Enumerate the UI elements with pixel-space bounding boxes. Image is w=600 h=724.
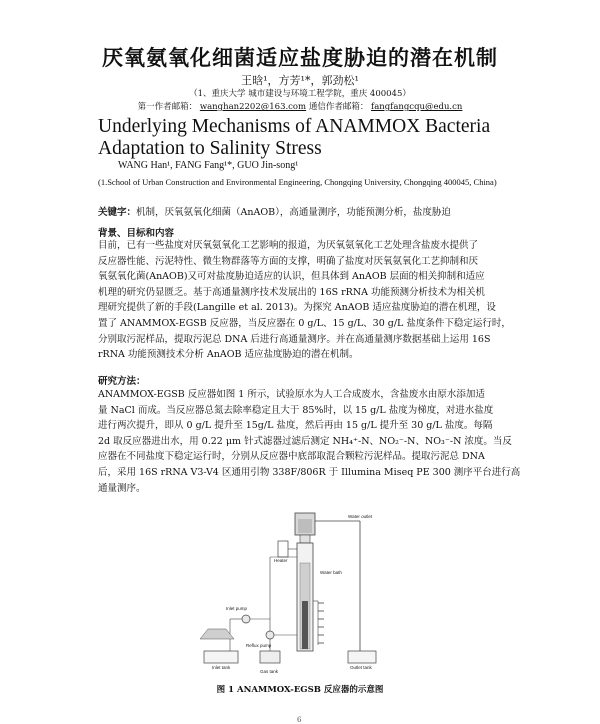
label-reflux-pump: Reflux pump — [246, 643, 272, 648]
label-water-outlet: Water outlet — [348, 514, 373, 519]
corresponding-email-label: 通信作者邮箱： — [308, 102, 369, 112]
affiliation-en: (1.School of Urban Construction and Environmental Engineering, Chongqing University, Chongqing 400045, China) — [98, 177, 497, 187]
outlet-tank — [348, 651, 376, 663]
paragraph-line: 分别取污泥样品，提取污泥总 DNA 后进行高通量测序。并在高通量测序数据基础上运用 16S — [98, 333, 491, 345]
methods-heading: 研究方法： — [98, 376, 146, 387]
paragraph-line: 氧氨氧化菌(AnAOB)又可对盐度胁迫适应的认识，但具体到 AnAOB 层面的相关抑制和适应 — [98, 271, 485, 283]
paragraph-line: 机理的研究仍显匮乏。基于高通量测序技术发展出的 16S rRNA 功能预测分析技术为相关机 — [98, 286, 486, 298]
label-inlet-pump: Inlet pump — [226, 606, 248, 611]
authors-en: WANG Han¹, FANG Fang¹*, GUO Jin-song¹ — [118, 160, 299, 171]
keywords-text: 机制，厌氧氨氧化细菌（AnAOB），高通量测序，功能预测分析，盐度胁迫 — [136, 207, 451, 218]
paragraph-line: 通量测序。 — [98, 482, 146, 494]
paragraph-line: 进行两次提升，即从 0 g/L 提升至 15g/L 盐度，然后再由 15 g/L 提升至 30 g/L 盐度。每隔 — [98, 420, 493, 432]
paragraph-line: 置了 ANAMMOX-EGSB 反应器，当反应器在 0 g/L、15 g/L、30 g/L 盐度条件下稳定运行时， — [98, 317, 511, 329]
reactor-diagram — [200, 511, 410, 677]
paragraph-line: 量 NaCl 而成。当反应器总氮去除率稳定且大于 85%时，以 15 g/L 盐度为梯度，对进水盐度 — [98, 404, 494, 416]
title-cn: 厌氧氨氧化细菌适应盐度胁迫的潜在机制 — [102, 46, 498, 70]
corresponding-email[interactable]: fangfangcqu@edu.cn — [371, 102, 463, 112]
label-heater: Heater — [274, 558, 288, 563]
title-en: Underlying Mechanisms of ANAMMOX Bacteria Adaptation to Salinity Stress — [98, 116, 491, 159]
paragraph-line: ANAMMOX-EGSB 反应器如图 1 所示，试验原水为人工合成废水，含盐废水由原水添加适 — [98, 389, 485, 400]
paragraph-line: rRNA 功能预测技术分析 AnAOB 适应盐度胁迫的潜在机制。 — [98, 349, 359, 361]
figure-caption: 图 1 ANAMMOX-EGSB 反应器的示意图 — [216, 685, 384, 695]
reflux-pump — [266, 631, 274, 639]
background-paragraph — [98, 238, 512, 363]
affiliation-cn: （1、重庆大学 城市建设与环境工程学院，重庆 400045） — [189, 89, 411, 99]
label-inlet-tank: Inlet tank — [212, 665, 231, 670]
page-number: 6 — [297, 716, 302, 724]
label-outlet-tank: Outlet tank — [350, 665, 372, 670]
methods-paragraph — [98, 387, 521, 496]
keywords — [98, 204, 451, 218]
email-line — [0, 100, 600, 112]
paragraph-line: 后，采用 16S rRNA V3-V4 区通用引物 338F/806R 于 Illumina Miseq PE 300 测序平台进行高 — [98, 466, 521, 478]
inlet-tank-cover — [200, 629, 234, 639]
label-water-bath: Water bath — [320, 570, 342, 575]
paragraph-line: 反应器性能、污泥特性、微生物群落等方面的支撑，明确了盐度对厌氧氨氧化工艺抑制和厌 — [98, 255, 479, 267]
paragraph-line: 理研究提供了新的手段(Langille et al. 2013)。为探究 AnAOB 适应盐度胁迫的潜在机理，设 — [98, 302, 496, 314]
first-author-email[interactable]: wanghan2202@163.com — [199, 102, 307, 112]
paragraph-line: 应器在不同盐度下稳定运行时，分别从反应器中底部取混合颗粒污泥样品。提取污泥总 DNA — [98, 451, 485, 463]
heater-box — [278, 541, 288, 557]
authors-cn: 王晗¹，方芳¹*，郭劲松¹ — [241, 74, 359, 87]
first-author-email-label: 第一作者邮箱： — [137, 102, 198, 112]
inlet-pump — [242, 615, 250, 623]
keywords-label: 关键字： — [98, 207, 137, 218]
gas-tank — [260, 651, 280, 663]
label-gas-tank: Gas tank — [260, 669, 279, 674]
sludge-bed — [302, 601, 308, 649]
paragraph-line: 2d 取反应器进出水，用 0.22 μm 针式滤器过滤后测定 NH₄⁺-N、NO₂⁻-N、NO₃⁻-N 浓度。当反 — [98, 435, 512, 447]
inlet-tank — [204, 651, 238, 663]
paragraph-line: 目前，已有一些盐度对厌氧氨氧化工艺影响的报道，为厌氧氨氧化工艺处理含盐废水提供了 — [98, 240, 479, 251]
background-heading: 背景、目标和内容 — [98, 228, 175, 239]
